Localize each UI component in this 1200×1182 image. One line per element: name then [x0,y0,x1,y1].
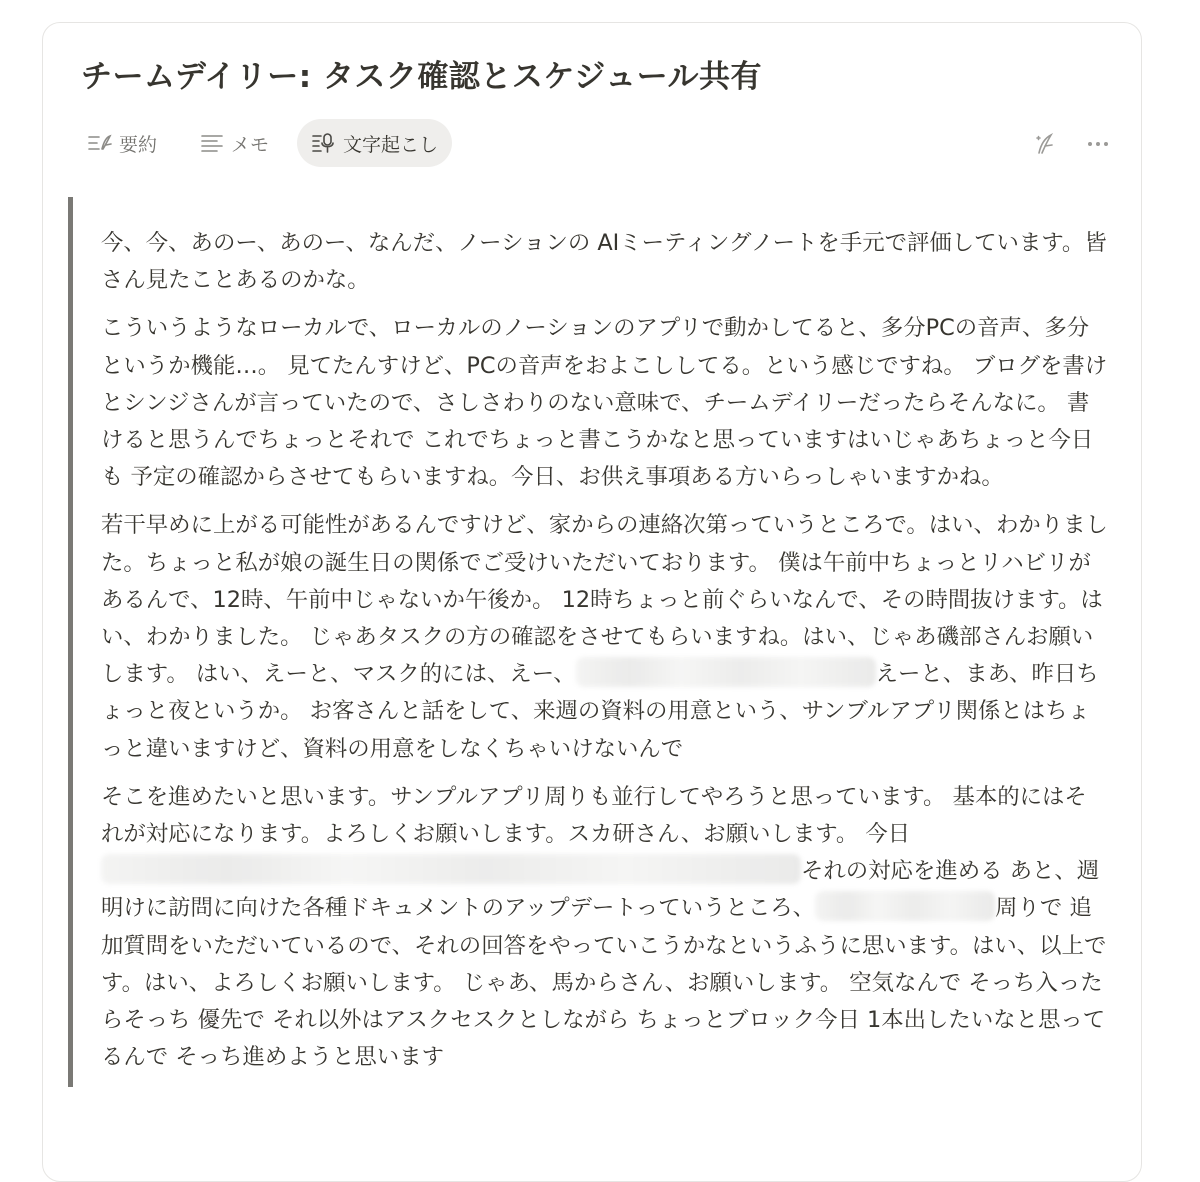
header-actions [1033,131,1111,157]
view-tabs [73,119,452,167]
transcript-paragraph [101,779,1108,1077]
more-icon[interactable] [1085,131,1111,157]
transcript-paragraph [101,507,1108,767]
redacted-text [101,854,801,884]
transcript-text: 今、今、あのー、あのー、なんだ、ノーションの AIミーティングノートを手元で評価しています。皆さん見たことあるのかな。 [101,230,1107,294]
transcript-text: それの対応を進める あと、週明けに訪問に向けた各種ドキュメントのアップデートっていうところ、 [101,858,1100,922]
transcript-text: こういうようなローカルで、ローカルのノーションのアプリで動かしてると、多分PCの音声、多分というか機能…。 見てたんすけど、PCの音声をおよこししてる。という感じですね。 ブログを書けとシンジさんが言っていたので、さしさわりのない意味で、チームデイリーだったらそんなに。 書けると思うんでちょっとそれで これでちょっと書こうかなと思っていますはいじゃあちょっと今日も 予定の確認からさせてもらいますね。今日、お供え事項ある方いらっしゃいますかね。 [101,315,1108,491]
transcript-text: そこを進めたいと思います。サンプルアプリ周りも並行してやろうと思っています。 基本的にはそれが対応になります。よろしくお願いします。スカ研さん、お願いします。 今日 [101,783,1087,848]
tab-summary-label: 要約 [119,133,158,156]
transcript-block [68,197,1108,1087]
tab-transcript[interactable] [297,119,452,167]
transcript-paragraph [101,310,1108,496]
page-title: チームデイリー: タスク確認とスケジュール共有 [81,59,763,95]
notes-icon [199,132,225,154]
tab-notes[interactable] [185,119,283,167]
redacted-text [815,891,995,921]
redacted-text [576,657,876,687]
tab-transcript-label: 文字起こし [343,133,439,156]
tab-summary[interactable] [73,119,171,167]
tab-notes-label: メモ [231,133,270,156]
summary-icon [87,132,113,154]
transcript-icon [311,132,337,154]
transcript-paragraph [101,225,1108,299]
transcript-text: 若干早めに上がる可能性があるんですけど、家からの連絡次第っていうところで。はい、わかりました。ちょっと私が娘の誕生日の関係でご受けいただいております。 僕は午前中ちょっとリハビリがあるんで、12時、午前中じゃないか午後か。 12時ちょっと前ぐらいなんで、その時間抜けます。はい、わかりました。 じゃあタスクの方の確認をさせてもらいますね。はい、じゃあ磯部さんお願いします。 はい、えーと、マスク的には、えー、 [101,512,1108,688]
ai-sparkle-icon[interactable] [1033,131,1059,157]
transcript-text: 周りで 追加質問をいただいているので、それの回答をやっていこうかなというふうに思います。はい、以上です。はい、よろしくお願いします。 じゃあ、馬からさん、お願いします。 空気なんで そっち入ったらそっち 優先で それ以外はアスクセスクとしながら ちょっとブロック今日 1本出したいなと思ってるんで そっち進めようと思います [101,895,1107,1071]
transcript-text: えーと、まあ、昨日ちょっと夜というか。 お客さんと話をして、来週の資料の用意という、サンブルアプリ関係とはちょっと違いますけど、資料の用意をしなくちゃいけないんで [101,661,1099,762]
meeting-notes-card [42,22,1142,1182]
